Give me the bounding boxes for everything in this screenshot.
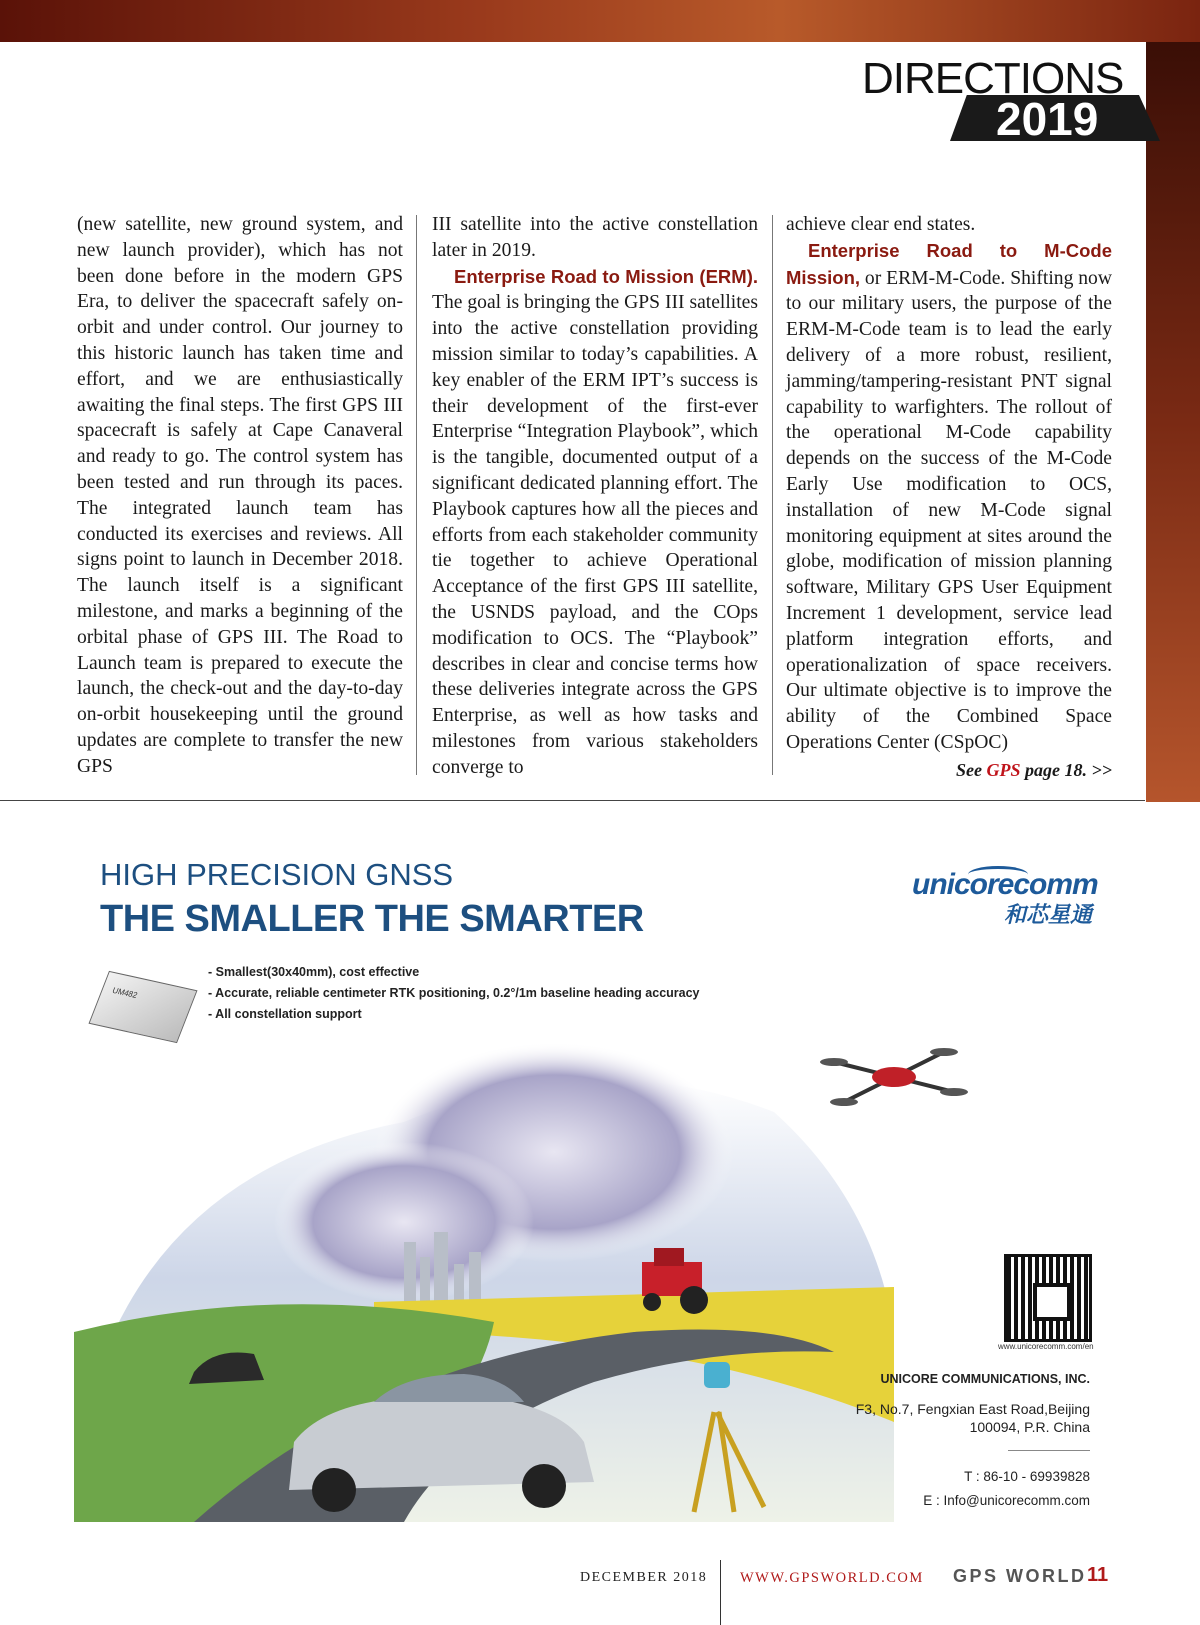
paragraph: achieve clear end states. xyxy=(786,214,976,235)
section-badge xyxy=(858,55,1158,145)
paragraph-text: or ERM-M-Code. Shifting now to our military users, the purpose of the ERM-M-Code team is to lead the early delivery of a more robust, resilient, jamming/tampering-resistant PNT signal capability to warfighters. The rollout of the operational M-Code capability depends on the success of the M-Code Early Use modification to OCS, installation of new M-Code signal monitoring equipment at sites around the globe, modification of mission planning software, Military GPS User Equipment Increment 1 development, service lead platform integration efforts, and operationalization of space receivers. Our ultimate objective is to improve the ability of the Combined Space Operations Center (CSpOC) xyxy=(786,267,1113,753)
paragraph-text: The goal is bringing the GPS III satellites into the active constellation providing mission similar to today’s capabilities. A key enabler of the ERM IPT’s success is their development of the first-ever Enterprise “Integration Playbook”, which is the tangible, documented output of a significant dedicated planning effort. The Playbook captures how all the pieces and efforts from each stakeholder community tie together to achieve Operational Acceptance of the first GPS III satellite, the USNDS payload, and the COps modification to OCS. The “Playbook” describes in clear and concise terms how these deliveries integrate across the GPS Enterprise, as well as how tasks and milestones from various stakeholders converge to xyxy=(432,292,758,778)
top-color-bar xyxy=(0,0,1200,42)
ad-illustration xyxy=(74,1002,974,1522)
unicorecomm-logo xyxy=(912,868,1098,928)
article-column-2 xyxy=(432,212,758,781)
issue-date: DECEMBER 2018 xyxy=(580,1570,708,1585)
address-line-1: F3, No.7, Fengxian East Road,Beijing xyxy=(855,1401,1090,1417)
advertisement[interactable] xyxy=(0,802,1200,1557)
page-footer xyxy=(0,1560,1200,1625)
ad-headline-small: HIGH PRECISION GNSS xyxy=(100,857,454,892)
paragraph xyxy=(432,264,758,781)
drone xyxy=(820,1048,968,1106)
qr-code[interactable] xyxy=(1004,1254,1092,1342)
contact-block xyxy=(856,1465,1090,1513)
company-name: UNICORE COMMUNICATIONS, INC. xyxy=(880,1372,1090,1386)
contact-divider xyxy=(1008,1450,1090,1451)
article-column-1 xyxy=(77,212,403,780)
paragraph: (new satellite, new ground system, and new launch provider), which has not been done before in the modern GPS Era, to deliver the spacecraft safely on-orbit and under control. Our journey to this historic launch has taken time and effort, and we are enthusiastically awaiting the final steps. The first GPS III spacecraft is safely at Cape Canaveral and ready to go. The control system has been tested and run through its paces. The integrated launch team has conducted its exercises and reviews. All signs point to launch in December 2018. The launch itself is a significant milestone, and marks a beginning of the orbital phase of GPS III. The Road to Launch team is prepared to execute the launch, the check-out and the day-to-day on-orbit housekeeping until the ground updates are complete to transfer the new GPS xyxy=(77,214,403,777)
paragraph: III satellite into the active constellation later in 2019. xyxy=(432,214,758,261)
subheading-erm-m-code: Enterprise Road to M-Code Mission, xyxy=(786,239,1112,288)
company-info xyxy=(856,1372,1090,1513)
article-bottom-rule xyxy=(0,800,1145,801)
column-divider xyxy=(772,215,773,775)
paragraph xyxy=(786,238,1112,756)
feature-item: - Smallest(30x40mm), cost effective xyxy=(208,965,420,979)
footer-divider xyxy=(720,1560,721,1625)
section-title: DIRECTIONS xyxy=(862,54,1124,103)
phone: T : 86-10 - 69939828 xyxy=(964,1469,1090,1484)
section-year: 2019 xyxy=(996,93,1099,145)
article-column-3 xyxy=(786,212,1112,784)
address-line-2: 100094, P.R. China xyxy=(969,1419,1090,1435)
page-number: 11 xyxy=(1087,1564,1109,1586)
email[interactable]: E : Info@unicorecomm.com xyxy=(923,1493,1090,1508)
see-gps: GPS xyxy=(986,759,1021,780)
see-suffix: page 18. >> xyxy=(1020,759,1112,780)
feature-item: - Accurate, reliable centimeter RTK positioning, 0.2°/1m baseline heading accuracy xyxy=(208,986,700,1000)
column-divider xyxy=(416,215,417,775)
company-address xyxy=(856,1400,1090,1436)
logo-chinese-text: 和芯星通 xyxy=(1003,902,1092,927)
feature-item: - All constellation support xyxy=(208,1007,362,1021)
module-label: UM482 xyxy=(111,985,139,1000)
see-prefix: See xyxy=(955,759,987,780)
logo-text: unicorecomm xyxy=(912,868,1098,901)
magazine-name: GPS WORLD xyxy=(953,1566,1087,1586)
subheading-erm: Enterprise Road to Mission (ERM). xyxy=(454,265,758,287)
ad-headline-large: THE SMALLER THE SMARTER xyxy=(100,898,644,940)
logo-arc-icon xyxy=(968,866,1028,883)
qr-url: www.unicorecomm.com/en xyxy=(998,1342,1094,1351)
continued-link[interactable] xyxy=(786,758,1112,784)
right-color-strip xyxy=(1146,42,1200,802)
website-link[interactable]: WWW.GPSWORLD.COM xyxy=(740,1570,924,1586)
